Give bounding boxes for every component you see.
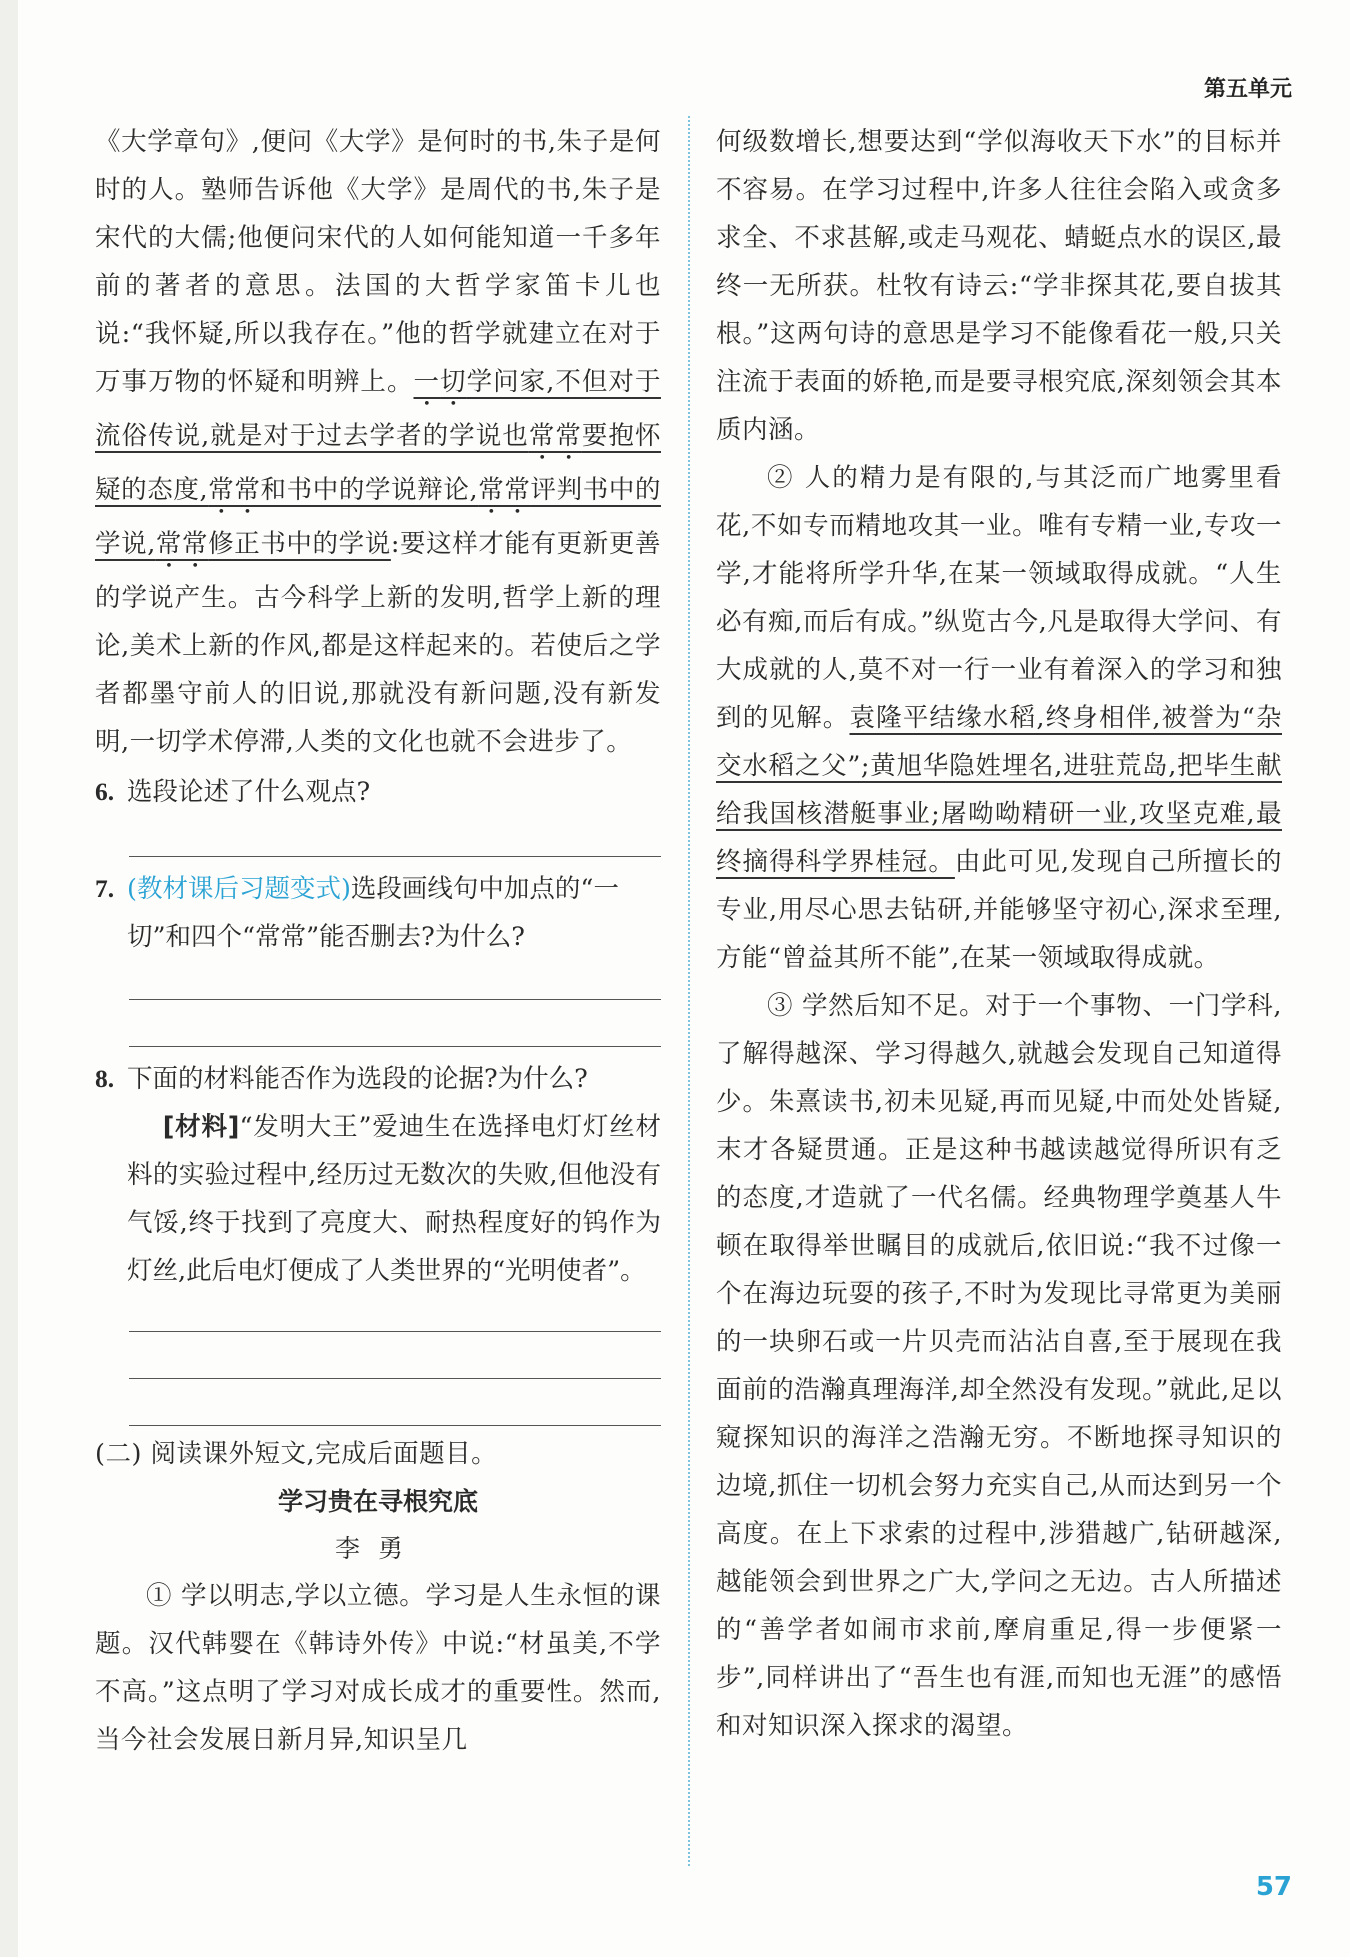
underlined-text: 和书中的学说辩论, xyxy=(260,475,479,505)
answer-line[interactable] xyxy=(129,1378,661,1379)
page-number: 57 xyxy=(1255,1872,1292,1902)
dotted-word: 常常 xyxy=(528,421,582,451)
article-paragraph-1: ① 学以明志,学以立德。学习是人生永恒的课题。汉代韩婴在《韩诗外传》中说:“材虽美,不学不高。”这点明了学习对成长成才的重要性。然而,当今社会发展日新月异,知识呈几 xyxy=(95,1581,661,1755)
paragraph-text: 由此可见,发现自己所擅长的专业,用尽心思去钻研,并能够坚守初心,深求至理,方能“曾益其所不能”,在某一领域取得成就。 xyxy=(716,847,1282,973)
question-text: 下面的材料能否作为选段的论据?为什么? xyxy=(127,1064,588,1094)
question-tag: (教材课后习题变式) xyxy=(127,874,351,904)
unit-title: 第五单元 xyxy=(1203,77,1292,102)
underlined-text: 修正书中的学说 xyxy=(208,529,391,559)
dotted-word: 切 xyxy=(440,367,467,397)
material-label: [材料] xyxy=(162,1112,240,1142)
question-7 xyxy=(95,865,661,961)
dotted-word: 常常 xyxy=(208,475,261,505)
answer-line[interactable] xyxy=(129,999,661,1000)
right-column xyxy=(716,118,1282,1750)
material-paragraph xyxy=(95,1103,661,1295)
answer-line[interactable] xyxy=(129,1425,661,1426)
page-edge xyxy=(0,0,18,1957)
underlined-text: 学问家,不但对于流俗传说,就是对于过去学者的学说也 xyxy=(95,367,661,451)
underlined-text: 要抱怀疑的态度, xyxy=(95,421,661,505)
left-column xyxy=(95,118,661,1764)
question-text: 选段画线句中加点的“一切”和四个“常常”能否删去?为什么? xyxy=(127,874,619,952)
answer-line[interactable] xyxy=(129,856,661,857)
article-paragraph-2 xyxy=(716,454,1282,982)
dotted-word: 常常 xyxy=(478,475,531,505)
excerpt-text-b: :要这样才能有更新更善的学说产生。古今科学上新的发明,哲学上新的理论,美术上新的作风,都是这样起来的。若使后之学者都墨守前人的旧说,那就没有新问题,没有新发明,一切学术停滞,人类的文化也就不会进步了。 xyxy=(95,529,661,757)
paragraph-text: ② 人的精力是有限的,与其泛而广地雾里看花,不如专而精地攻其一业。唯有专精一业,专攻一学,才能将所学升华,在某一领域取得成就。“人生必有痴,而后有成。”纵览古今,凡是取得大学问、有大成就的人,莫不对一行一业有着深入的学习和独到的见解。 xyxy=(716,463,1282,733)
article-author: 李勇 xyxy=(334,1534,421,1563)
underlined-sentence: 袁隆平结缘水稻,终身相伴,被誉为“杂交水稻之父”;黄旭华隐姓埋名,进驻荒岛,把毕生献给我国核潜艇事业;屠呦呦精研一业,攻坚克难,最终摘得科学界桂冠。 xyxy=(716,703,1282,877)
dotted-word: 一 xyxy=(413,367,441,397)
question-number: 6. xyxy=(95,777,115,806)
question-number: 8. xyxy=(95,1064,115,1093)
section-heading: (二) 阅读课外短文,完成后面题目。 xyxy=(95,1439,498,1469)
article-paragraph-3: ③ 学然后知不足。对于一个事物、一门学科,了解得越深、学习得越久,就越会发现自己知道得少。朱熹读书,初未见疑,再而见疑,中而处处皆疑,末才各疑贯通。正是这种书越读越觉得所识有乏的态度,才造就了一代名儒。经典物理学奠基人牛顿在取得举世瞩目的成就后,依旧说:“我不过像一个在海边玩耍的孩子,不时为发现比寻常更为美丽的一块卵石或一片贝壳而沾沾自喜,至于展现在我面前的浩瀚真理海洋,却全然没有发现。”就此,足以窥探知识的海洋之浩瀚无穷。不断地探寻知识的边境,抓住一切机会努力充实自己,从而达到另一个高度。在上下求索的过程中,涉猎越广,钻研越深,越能领会到世界之广大,学问之无边。古人所描述的“善学者如闹市求前,摩肩重足,得一步便紧一步”,同样讲出了“吾生也有涯,而知也无涯”的感悟和对知识深入探求的渴望。 xyxy=(716,991,1282,1741)
question-number: 7. xyxy=(95,874,115,903)
question-8 xyxy=(95,1055,661,1103)
answer-line[interactable] xyxy=(129,1331,661,1332)
material-text: “发明大王”爱迪生在选择电灯灯丝材料的实验过程中,经历过无数次的失败,但他没有气馁,终于找到了亮度大、耐热程度好的钨作为灯丝,此后电灯便成了人类世界的“光明使者”。 xyxy=(127,1112,661,1286)
article-paragraph-1-cont: 何级数增长,想要达到“学似海收天下水”的目标并不容易。在学习过程中,许多人往往会陷入或贪多求全、不求甚解,或走马观花、蜻蜓点水的误区,最终一无所获。杜牧有诗云:“学非探其花,要自拔其根。”这两句诗的意思是学习不能像看花一般,只关注流于表面的娇艳,而是要寻根究底,深刻领会其本质内涵。 xyxy=(716,127,1282,445)
excerpt-paragraph xyxy=(95,118,661,766)
article-title: 学习贵在寻根究底 xyxy=(277,1487,478,1516)
question-text: 选段论述了什么观点? xyxy=(127,777,371,807)
question-6 xyxy=(95,768,661,816)
answer-line[interactable] xyxy=(129,1046,661,1047)
column-divider xyxy=(688,116,690,1866)
dotted-word: 常常 xyxy=(155,529,209,559)
excerpt-text-a: 《大学章句》,便问《大学》是何时的书,朱子是何时的人。塾师告诉他《大学》是周代的书,朱子是宋代的大儒;他便问宋代的人如何能知道一千多年前的著者的意思。法国的大哲学家笛卡儿也说:“我怀疑,所以我存在。”他的哲学就建立在对于万事万物的怀疑和明辨上。 xyxy=(95,127,661,397)
underlined-text: 评判书中的学说, xyxy=(95,475,661,559)
